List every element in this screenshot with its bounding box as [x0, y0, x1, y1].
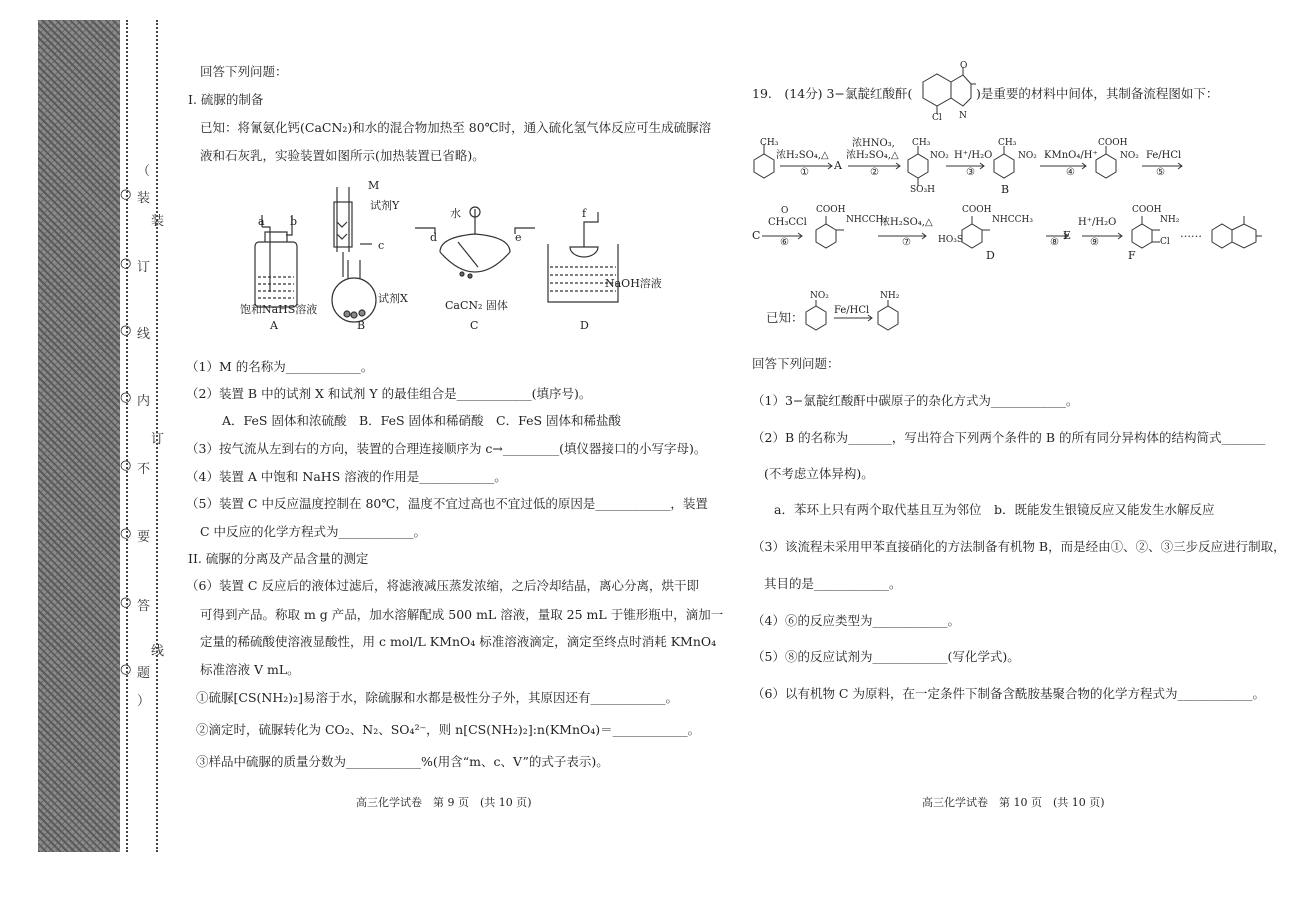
port-f-label: f: [582, 207, 587, 220]
apparatus-c-label: C: [470, 319, 479, 332]
bind-char: 订: [137, 260, 151, 275]
compound-c: C: [752, 229, 761, 242]
paragraph-line: 已知：将氰氨化钙(CaCN₂)和水的混合物加热至 80℃时，通入硫化氢气体反应可生成硫脲溶: [200, 120, 712, 135]
bind-char: 订: [151, 432, 165, 447]
intro-text: 回答下列问题：: [200, 64, 288, 79]
question-6-cont: 可得到产品。称取 m g 产品，加水溶解配成 500 mL 溶液，量取 25 mL 于锥形瓶中，滴加一: [200, 607, 724, 622]
group-label: CH₃: [912, 138, 931, 148]
label-naoh: NaOH溶液: [605, 277, 662, 290]
bind-char: 要: [137, 530, 151, 545]
group-label: COOH: [1098, 138, 1128, 148]
group-label: SO₃H: [910, 185, 936, 195]
benzene-ring: [754, 154, 774, 178]
question-6-part-2: ②滴定时，硫脲转化为 CO₂、N₂、SO₄²⁻，则 n[CS(NH₂)₂]:n(KMnO₄)＝____________。: [196, 722, 701, 737]
compound-f: F: [1128, 249, 1136, 262]
compound-d: D: [986, 249, 995, 262]
question-4: （4）装置 A 中饱和 NaHS 溶液的作用是____________。: [186, 469, 507, 484]
benzene-ring: [908, 154, 928, 178]
apparatus-a: [255, 215, 297, 307]
circle-mark: ○: [120, 526, 132, 541]
page-footer: 高三化学试卷 第 10 页 (共 10 页): [922, 796, 1105, 809]
question-6-cont: 定量的稀硫酸使溶液显酸性，用 c mol/L KMnO₄ 标准溶液滴定，滴定至终点时消耗 KMnO₄: [200, 634, 717, 649]
question-6-cont: 标准溶液 V mL。: [200, 662, 300, 677]
bind-char: 题: [137, 666, 151, 681]
question-2-cont: (不考虑立体异构)。: [764, 466, 874, 481]
group-label: Cl: [1160, 237, 1170, 247]
label-cacn2: CaCN₂ 固体: [445, 299, 508, 312]
compound-a: A: [834, 159, 842, 172]
reagent-y-label: 试剂Y: [370, 199, 400, 212]
ellipsis: ……: [1180, 227, 1202, 240]
step-2: ②: [870, 167, 879, 178]
step-7: ⑦: [902, 237, 911, 248]
group-label: NO₂: [930, 151, 949, 161]
group-label: NO₂: [1120, 151, 1139, 161]
known-reagent: Fe/HCl: [834, 305, 870, 316]
question-6-part-3: ③样品中硫脲的质量分数为____________%(用含“m、c、V”的式子表示)。: [196, 754, 609, 769]
water-label: 水: [450, 207, 461, 220]
circle-mark: ○: [120, 595, 132, 610]
circle-mark: ○: [120, 323, 132, 338]
group-label: COOH: [816, 205, 846, 215]
question-5: （5）装置 C 中反应温度控制在 80℃，温度不宜过高也不宜过低的原因是____________，装置: [186, 496, 708, 511]
bind-char: 内: [137, 394, 151, 409]
group-label: NH₂: [1160, 215, 1180, 225]
group-label: HO₃S: [938, 235, 964, 245]
label-m: M: [368, 179, 380, 192]
bind-char: 装: [151, 214, 165, 229]
question-6: （6）以有机物 C 为原料，在一定条件下制备含酰胺基聚合物的化学方程式为____________。: [752, 686, 1265, 701]
question-2-options: A．FeS 固体和浓硫酸 B．FeS 固体和稀硝酸 C．FeS 固体和稀盐酸: [222, 413, 622, 428]
reagent-1: 浓H₂SO₄,△: [776, 150, 829, 161]
question-4: （4）⑥的反应类型为____________。: [752, 613, 960, 628]
intro-text: 回答下列问题：: [752, 356, 840, 371]
question-2-conditions: a．苯环上只有两个取代基且互为邻位 b．既能发生银镜反应又能发生水解反应: [774, 502, 1215, 517]
port-e-label: e: [515, 231, 522, 244]
benzene-ring: [816, 224, 836, 248]
reagent-9: H⁺/H₂O: [1078, 217, 1117, 228]
group-label: NO₂: [1018, 151, 1037, 161]
question-3: （3）该流程未采用甲苯直接硝化的方法制备有机物 B，而是经由①、②、③三步反应进行制取，: [752, 539, 1286, 554]
benzene-ring: [878, 306, 898, 330]
reagent-2b: 浓H₂SO₄,△: [846, 150, 899, 161]
bind-char: 答: [137, 599, 151, 614]
apparatus-b-label: B: [357, 319, 366, 332]
bind-char: 装: [137, 191, 151, 206]
question-19-title-a: 19. (14分) 3−氯靛红酸酐(: [752, 86, 913, 101]
dotted-line-left: [126, 20, 128, 852]
reagent-5: Fe/HCl: [1146, 150, 1182, 161]
binding-strip: [38, 20, 120, 852]
label-nahs: 饱和NaHS溶液: [240, 303, 318, 316]
reagent-6: CH₃CCl: [768, 217, 807, 228]
bind-char: ）: [137, 694, 151, 709]
reagent-4: KMnO₄/H⁺: [1044, 150, 1098, 161]
apparatus-d-label: D: [580, 319, 589, 332]
bind-char: 不: [137, 462, 151, 477]
port-c-label: c: [378, 239, 385, 252]
step-3: ③: [966, 167, 975, 178]
benzene-ring: [994, 154, 1014, 178]
atom-label: O: [781, 206, 789, 216]
port-a-label: a: [258, 215, 265, 228]
benzene-ring: [962, 224, 982, 248]
step-6: ⑥: [780, 237, 789, 248]
reagent-x-label: 试剂X: [378, 292, 408, 305]
group-label: CH₃: [760, 138, 779, 148]
reagent-7: 浓H₂SO₄,△: [880, 217, 933, 228]
group-label: NH₂: [880, 291, 900, 301]
page-footer: 高三化学试卷 第 9 页 (共 10 页): [356, 796, 532, 809]
question-2: （2）装置 B 中的试剂 X 和试剂 Y 的最佳组合是____________(填序号)。: [186, 386, 592, 401]
question-19-title-b: )是重要的材料中间体，其制备流程图如下：: [976, 86, 1219, 101]
circle-mark: ○: [120, 256, 132, 271]
section-heading: I. 硫脲的制备: [188, 92, 264, 107]
compound-e: E: [1063, 229, 1072, 242]
group-label: NO₂: [810, 291, 829, 301]
bind-char: 线: [137, 327, 151, 342]
benzene-ring: [1096, 154, 1116, 178]
benzene-ring: [1212, 224, 1232, 248]
circle-mark: ○: [120, 458, 132, 473]
section-heading: II. 硫脲的分离及产品含量的测定: [188, 551, 369, 566]
group-label: NHCCH₃: [992, 215, 1033, 225]
step-5: ⑤: [1156, 167, 1165, 178]
question-5-cont: C 中反应的化学方程式为____________。: [200, 524, 427, 539]
circle-mark: ○: [120, 390, 132, 405]
question-1: （1）M 的名称为____________。: [186, 359, 374, 374]
group-label: COOH: [962, 205, 992, 215]
bind-char: （: [137, 164, 151, 179]
question-3: （3）按气流从左到右的方向，装置的合理连接顺序为 c→_________(填仪器接口的小写字母)。: [186, 441, 707, 456]
step-8: ⑧: [1050, 237, 1059, 248]
step-1: ①: [800, 167, 809, 178]
circle-mark: ○: [120, 187, 132, 202]
group-label: NHCCH₃: [846, 215, 887, 225]
group-label: CH₃: [998, 138, 1017, 148]
benzene-ring: [806, 306, 826, 330]
step-9: ⑨: [1090, 237, 1099, 248]
question-6: （6）装置 C 反应后的液体过滤后，将滤液减压蒸发浓缩，之后冷却结晶，离心分离，烘干即: [186, 578, 699, 593]
benzene-ring: [1132, 224, 1152, 248]
question-5: （5）⑧的反应试剂为____________(写化学式)。: [752, 649, 1020, 664]
question-3-cont: 其目的是____________。: [764, 576, 902, 591]
port-b-label: b: [290, 215, 298, 228]
group-label: COOH: [1132, 205, 1162, 215]
question-1: （1）3−氯靛红酸酐中碳原子的杂化方式为____________。: [752, 393, 1079, 408]
atom-label: O: [960, 61, 968, 71]
question-6-part-1: ①硫脲[CS(NH₂)₂]易溶于水，除硫脲和水都是极性分子外，其原因还有____________。: [196, 690, 678, 705]
known-label: 已知：: [766, 310, 804, 325]
compound-b: B: [1001, 183, 1010, 196]
port-d-label: d: [430, 231, 438, 244]
circle-mark: ○: [120, 662, 132, 677]
reagent-3: H⁺/H₂O: [954, 150, 993, 161]
atom-label: Cl: [932, 113, 942, 123]
step-4: ④: [1066, 167, 1075, 178]
reagent-2a: 浓HNO₃,: [852, 138, 895, 149]
apparatus-a-label: A: [270, 319, 278, 332]
atom-label: N: [959, 111, 967, 121]
paragraph-line: 液和石灰乳，实验装置如图所示(加热装置已省略)。: [200, 148, 485, 163]
question-2: （2）B 的名称为_______，写出符合下列两个条件的 B 的所有同分异构体的结构简式_______: [752, 430, 1266, 445]
bind-char: 线: [151, 644, 165, 659]
